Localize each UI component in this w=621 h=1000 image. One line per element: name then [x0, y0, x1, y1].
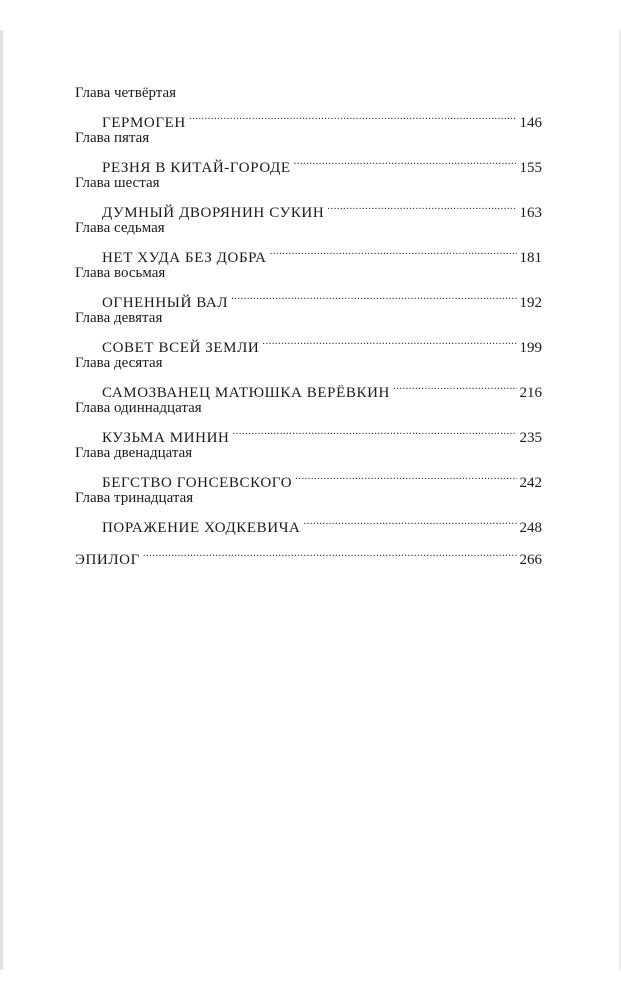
- chapter-label: Глава девятая: [75, 310, 163, 326]
- page-number: 199: [519, 340, 542, 356]
- toc-entry[interactable]: [75, 149, 542, 176]
- dot-leader: [143, 541, 517, 564]
- toc-chapter-13: [75, 487, 542, 536]
- chapter-label: Глава тринадцатая: [75, 490, 194, 506]
- dot-leader: [270, 239, 517, 262]
- page-number: 181: [519, 250, 542, 266]
- page-number: 248: [519, 520, 542, 536]
- toc-entry[interactable]: [75, 419, 542, 446]
- toc-chapter-5: [75, 127, 542, 176]
- toc-chapter-9: [75, 307, 542, 356]
- chapter-title: ОГНЕННЫЙ ВАЛ: [102, 295, 229, 311]
- dot-leader: [231, 284, 516, 307]
- table-of-contents: [75, 82, 542, 568]
- dot-leader: [393, 374, 517, 397]
- page-number: 216: [519, 385, 542, 401]
- epilogue-title: ЭПИЛОГ: [75, 552, 140, 568]
- toc-chapter-10: [75, 352, 542, 401]
- chapter-label: Глава шестая: [75, 175, 160, 191]
- page-number: 146: [519, 115, 542, 131]
- chapter-label: Глава седьмая: [75, 220, 165, 236]
- chapter-title: ПОРАЖЕНИЕ ХОДКЕВИЧА: [102, 520, 301, 536]
- page-number: 192: [519, 295, 542, 311]
- toc-chapter-8: [75, 262, 542, 311]
- dot-leader: [327, 194, 516, 217]
- dot-leader: [262, 329, 516, 352]
- chapter-label: Глава двенадцатая: [75, 445, 193, 461]
- toc-entry[interactable]: [75, 284, 542, 311]
- chapter-label: Глава четвёртая: [75, 85, 177, 101]
- toc-chapter-12: [75, 442, 542, 491]
- page-number: 235: [519, 430, 542, 446]
- chapter-label: Глава одиннадцатая: [75, 400, 202, 416]
- page-number: 266: [519, 552, 542, 568]
- chapter-title: БЕГСТВО ГОНСЕВСКОГО: [102, 475, 293, 491]
- toc-entry[interactable]: [75, 194, 542, 221]
- dot-leader: [303, 509, 516, 532]
- page-edge-left: [0, 30, 3, 970]
- toc-entry[interactable]: [75, 329, 542, 356]
- toc-entry[interactable]: [75, 464, 542, 491]
- page-number: 163: [519, 205, 542, 221]
- chapter-title: ГЕРМОГЕН: [102, 115, 186, 131]
- dot-leader: [294, 149, 517, 172]
- toc-entry-epilogue[interactable]: [75, 541, 542, 568]
- page-number: 155: [519, 160, 542, 176]
- toc-entry[interactable]: [75, 509, 542, 536]
- toc-chapter-6: [75, 172, 542, 221]
- chapter-title: КУЗЬМА МИНИН: [102, 430, 230, 446]
- chapter-title: САМОЗВАНЕЦ МАТЮШКА ВЕРЁВКИН: [102, 385, 390, 401]
- toc-entry[interactable]: [75, 374, 542, 401]
- chapter-title: ДУМНЫЙ ДВОРЯНИН СУКИН: [102, 205, 325, 221]
- toc-entry[interactable]: [75, 104, 542, 131]
- toc-entry[interactable]: [75, 239, 542, 266]
- chapter-label: Глава пятая: [75, 130, 150, 146]
- chapter-label: Глава восьмая: [75, 265, 166, 281]
- dot-leader: [295, 464, 516, 487]
- toc-chapter-4: [75, 82, 542, 131]
- dot-leader: [232, 419, 516, 442]
- chapter-title: СОВЕТ ВСЕЙ ЗЕМЛИ: [102, 340, 260, 356]
- chapter-title: НЕТ ХУДА БЕЗ ДОБРА: [102, 250, 267, 266]
- chapter-label: Глава десятая: [75, 355, 163, 371]
- dot-leader: [189, 104, 517, 127]
- chapter-title: РЕЗНЯ В КИТАЙ-ГОРОДЕ: [102, 160, 291, 176]
- page-number: 242: [519, 475, 542, 491]
